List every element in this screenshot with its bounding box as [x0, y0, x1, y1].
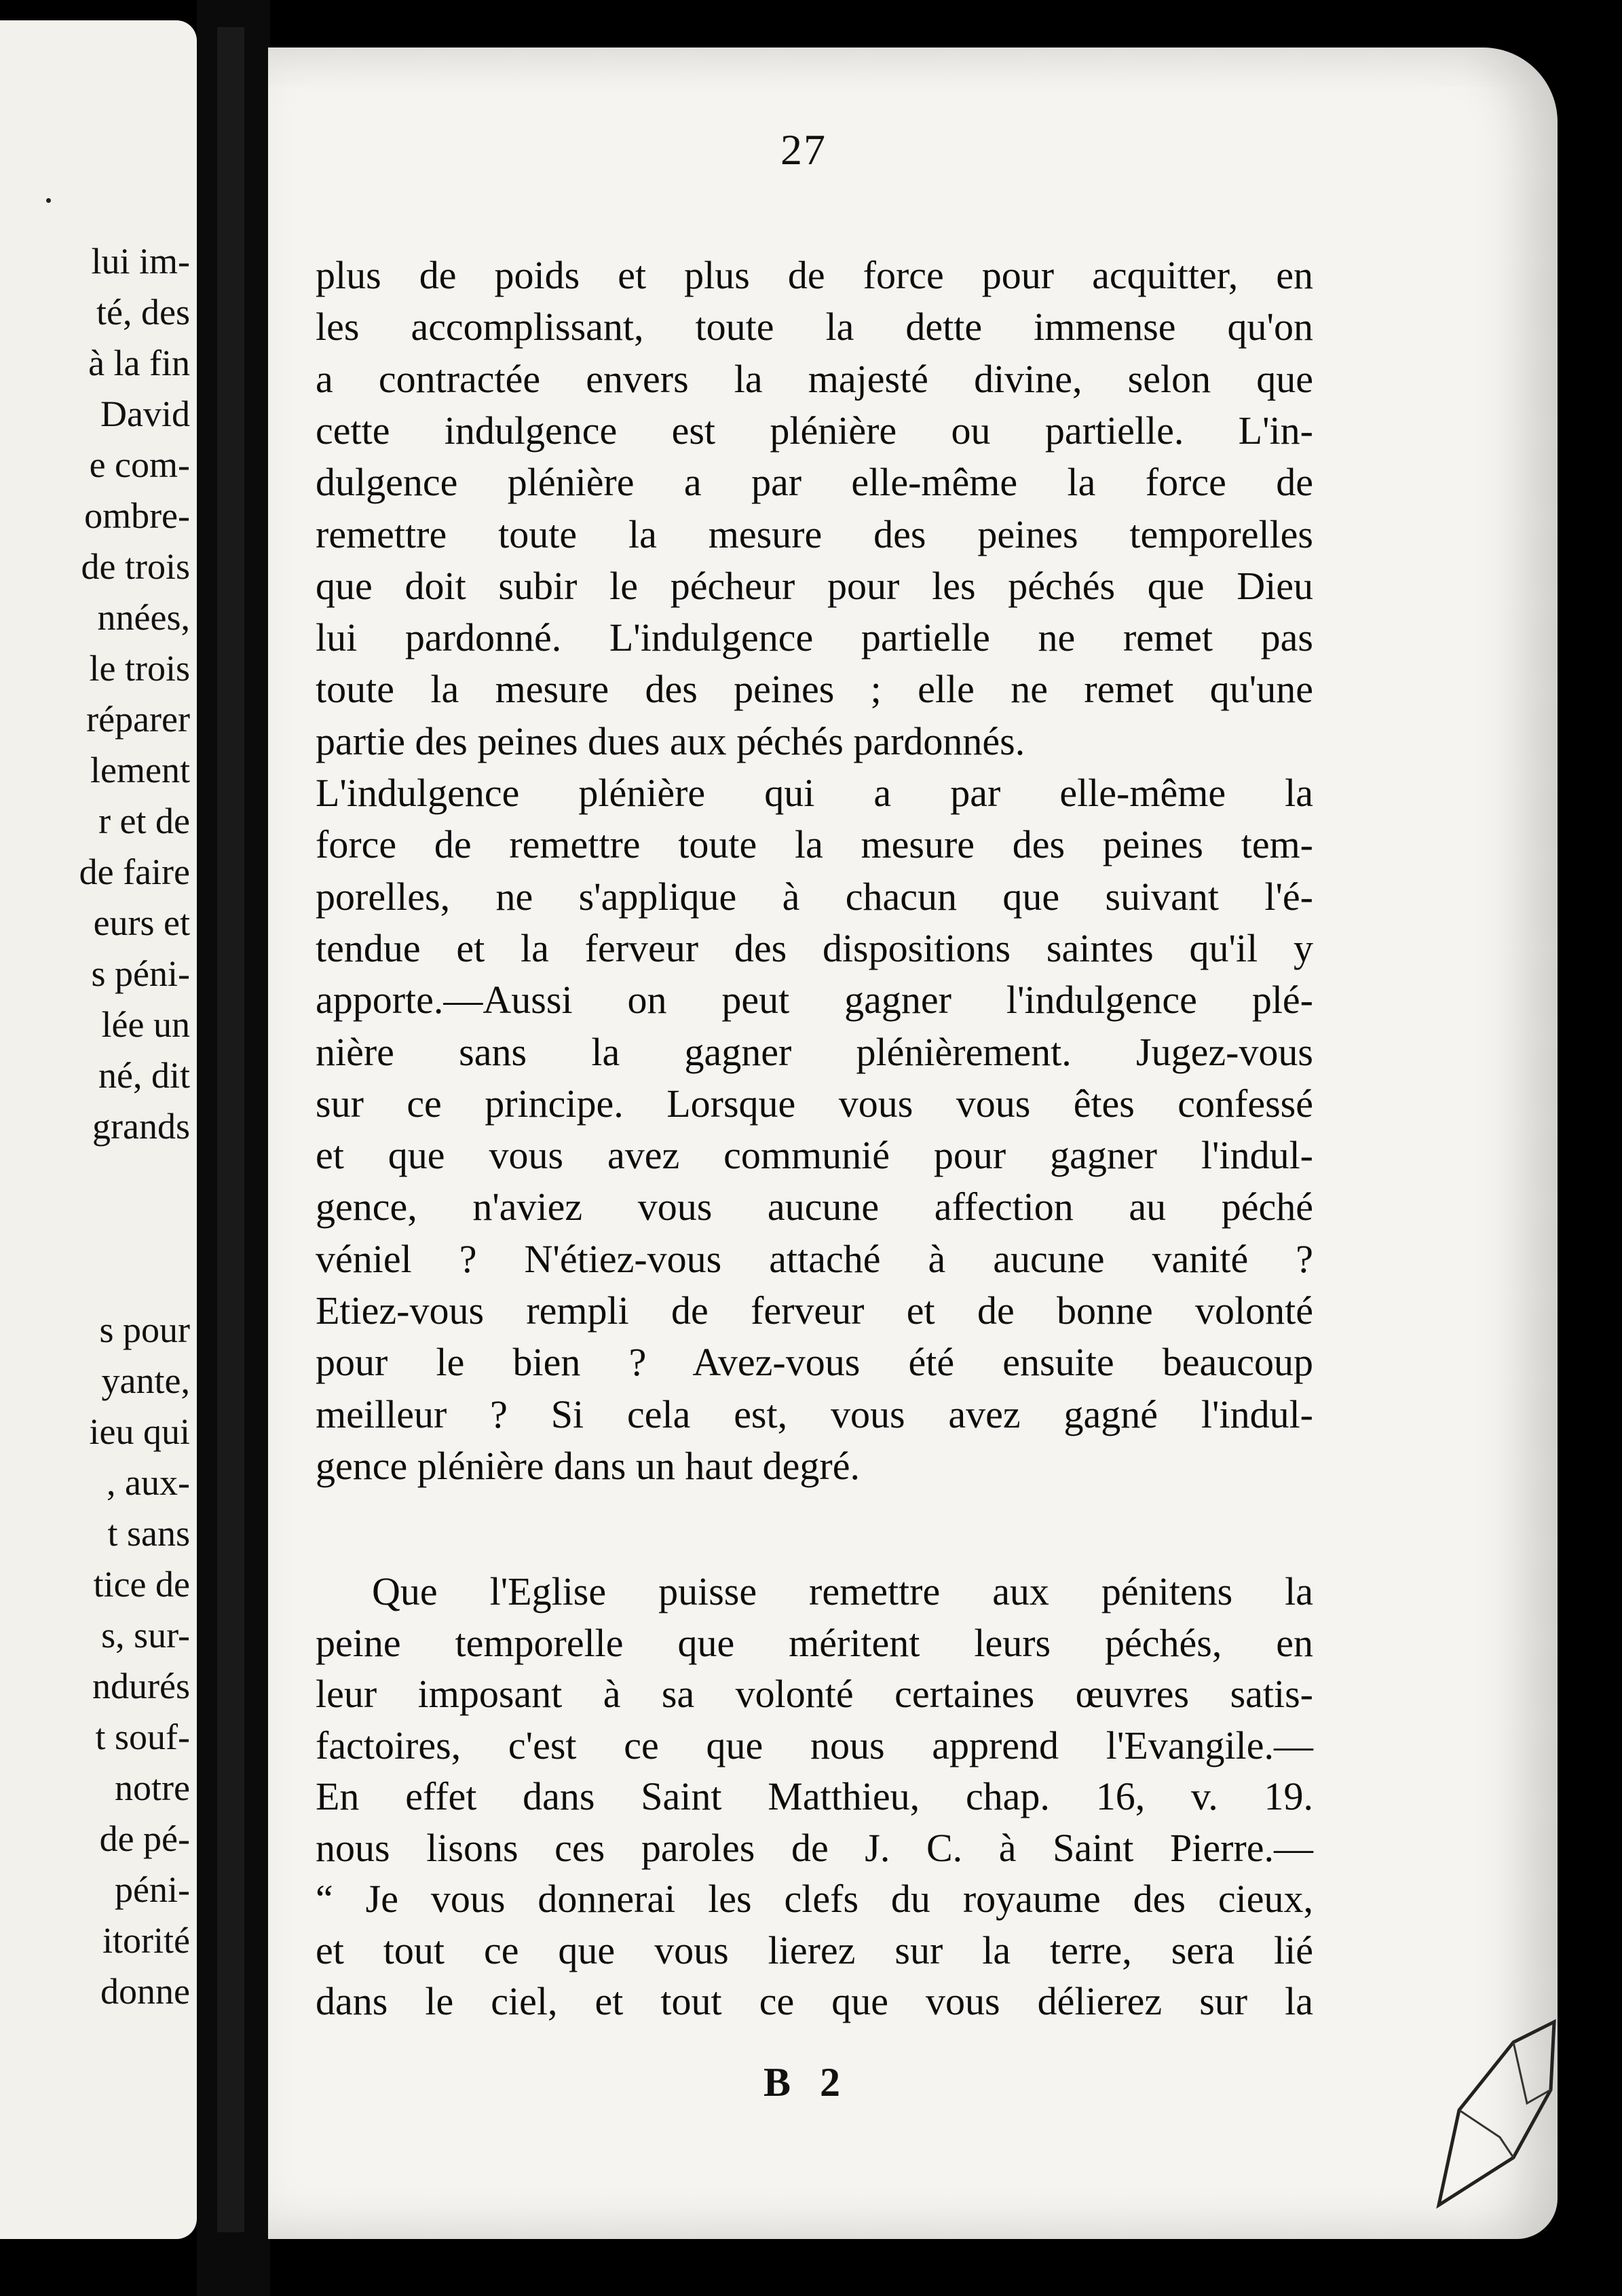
body-line: dans le ciel, et tout ce que vous délierez sur la [316, 1979, 1313, 2023]
left-page-line: nnées, [97, 597, 190, 638]
body-line: dulgence plénière a par elle-même la force de [316, 460, 1313, 505]
left-page-line: tice de [93, 1564, 190, 1605]
left-page-line: né, dit [98, 1055, 190, 1096]
left-page-line: lui im- [91, 241, 190, 282]
body-line: véniel ? N'étiez-vous attaché à aucune vanité ? [316, 1236, 1313, 1281]
left-page-line: donne [100, 1971, 190, 2012]
left-page-line: s péni- [91, 953, 190, 994]
body-line: pour le bien ? Avez-vous été ensuite beaucoup [316, 1340, 1313, 1385]
body-line: tendue et la ferveur des dispositions saintes qu'il y [316, 925, 1313, 970]
left-page-line: lée un [101, 1004, 190, 1045]
body-line: et tout ce que vous lierez sur la terre, sera lié [316, 1928, 1313, 1972]
body-line: plus de poids et plus de force pour acquitter, en [316, 253, 1313, 297]
body-line: toute la mesure des peines ; elle ne remet qu'une [316, 667, 1313, 712]
body-line: nous lisons ces paroles de J. C. à Saint Pierre.— [316, 1825, 1313, 1870]
body-line: leur imposant à sa volonté certaines œuvres satis- [316, 1672, 1313, 1716]
torn-corner-mark [1412, 1934, 1568, 2219]
left-page-line: ombre- [84, 495, 190, 536]
left-page-line: , aux- [107, 1462, 190, 1503]
left-page-line: grands [92, 1106, 190, 1147]
body-line: porelles, ne s'applique à chacun que suivant l'é- [316, 874, 1313, 919]
left-page-line: ieu qui [89, 1411, 190, 1452]
body-line: lui pardonné. L'indulgence partielle ne remet pas [316, 615, 1313, 660]
left-page-line: ndurés [92, 1666, 190, 1706]
left-page-line: lement [90, 750, 190, 790]
body-line: apporte.—Aussi on peut gagner l'indulgence plé- [316, 978, 1313, 1022]
left-page-line: yante, [101, 1360, 190, 1401]
body-line: et que vous avez communié pour gagner l'indul- [316, 1133, 1313, 1178]
left-page-line: itorité [102, 1920, 190, 1961]
body-line: peine temporelle que méritent leurs péchés, en [316, 1620, 1313, 1665]
body-line: gence, n'aviez vous aucune affection au péché [316, 1185, 1313, 1229]
left-page-line: notre [115, 1767, 190, 1808]
left-page-line: r et de [98, 801, 190, 841]
left-page-line: de pé- [99, 1818, 190, 1859]
body-line: gence plénière dans un haut degré. [316, 1443, 860, 1488]
body-line: cette indulgence est plénière ou partielle. L'in- [316, 408, 1313, 453]
left-page-line: t souf- [95, 1717, 190, 1757]
body-line: que doit subir le pécheur pour les péchés que Dieu [316, 563, 1313, 608]
body-line: meilleur ? Si cela est, vous avez gagné l'indul- [316, 1392, 1313, 1436]
body-line: “ Je vous donnerai les clefs du royaume des cieux, [316, 1877, 1313, 1921]
left-page-line: s, sur- [101, 1615, 190, 1656]
body-line: L'indulgence plénière qui a par elle-même la [316, 771, 1313, 815]
body-line: Etiez-vous rempli de ferveur et de bonne volonté [316, 1288, 1313, 1333]
left-page-line: réparer [86, 699, 190, 740]
body-line: partie des peines dues aux péchés pardonnés. [316, 719, 1025, 763]
left-page-line: té, des [96, 292, 190, 332]
body-line: remettre toute la mesure des peines temporelles [316, 512, 1313, 556]
left-page-line: de faire [79, 852, 190, 892]
left-page-line: de trois [81, 546, 190, 587]
left-page-line: David [100, 394, 190, 434]
body-line: force de remettre toute la mesure des peines tem- [316, 822, 1313, 867]
ink-dot [46, 198, 51, 203]
left-page-line: le trois [89, 648, 190, 689]
left-page-line: t sans [107, 1513, 190, 1554]
page-number: 27 [780, 126, 827, 174]
gutter-shadow [217, 27, 244, 2232]
left-page-line: s pour [99, 1309, 190, 1350]
body-line: En effet dans Saint Matthieu, chap. 16, v. 19. [316, 1774, 1313, 1818]
body-line: les accomplissant, toute la dette immense qu'on [316, 305, 1313, 349]
body-line: Que l'Eglise puisse remettre aux pénitens la [372, 1569, 1313, 1613]
printer-signature-mark: B 2 [763, 2060, 850, 2105]
left-page-line: eurs et [93, 902, 190, 943]
body-line: sur ce principe. Lorsque vous vous êtes confessé [316, 1081, 1313, 1126]
body-line: a contractée envers la majesté divine, selon que [316, 356, 1313, 401]
body-line: nière sans la gagner plénièrement. Jugez-vous [316, 1029, 1313, 1074]
body-line: factoires, c'est ce que nous apprend l'Evangile.— [316, 1723, 1313, 1767]
left-page-line: à la fin [88, 343, 190, 383]
left-page-line: e com- [89, 444, 190, 485]
left-page-line: péni- [115, 1869, 190, 1910]
